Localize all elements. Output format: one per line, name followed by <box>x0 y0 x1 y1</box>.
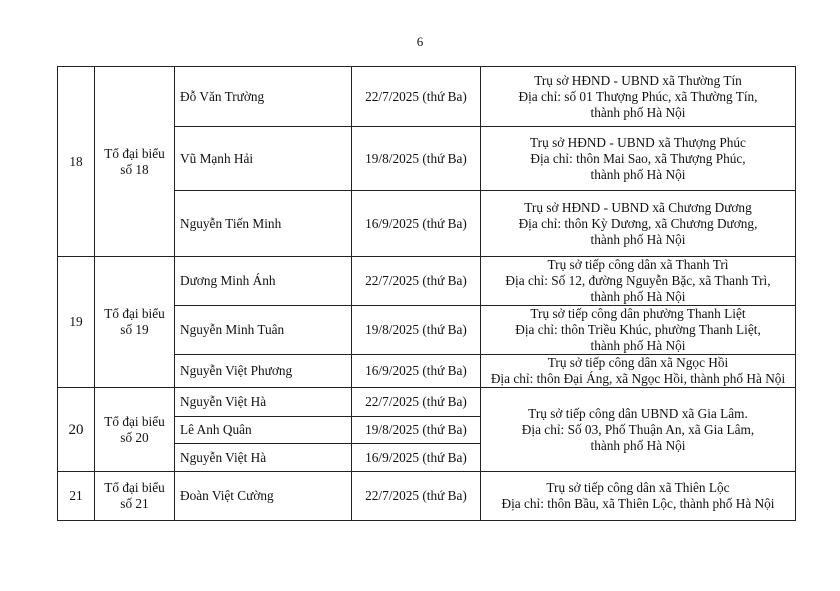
meeting-place <box>481 472 796 521</box>
group-cell <box>95 472 175 521</box>
delegate-name: Nguyễn Tiến Minh <box>175 191 352 257</box>
delegate-name: Nguyễn Minh Tuân <box>175 306 352 355</box>
delegate-name: Dương Minh Ánh <box>175 257 352 306</box>
delegate-name: Nguyễn Việt Hà <box>175 444 352 472</box>
meeting-date: 16/9/2025 (thứ Ba) <box>352 355 481 388</box>
group-label: Tổ đại biểu <box>104 413 165 429</box>
place-line: Trụ sở HĐND - UBND xã Chương Dương <box>524 199 752 215</box>
delegate-name: Nguyễn Việt Hà <box>175 388 352 417</box>
meeting-place <box>481 306 796 355</box>
place-line: thành phố Hà Nội <box>590 437 686 453</box>
place-line: Địa chỉ: Số 12, đường Nguyễn Bặc, xã Thanh Trì, <box>505 273 771 288</box>
meeting-place <box>481 388 796 472</box>
table-row <box>58 67 796 127</box>
place-line: Địa chỉ: thôn Mai Sao, xã Thượng Phúc, <box>530 150 746 166</box>
place-line: Địa chỉ: thôn Đại Áng, xã Ngọc Hồi, thành phố Hà Nội <box>490 371 786 386</box>
group-number: số 19 <box>120 322 149 337</box>
place-line: Trụ sở tiếp công dân xã Thiên Lộc <box>546 480 730 495</box>
place-line: Địa chỉ: thôn Bầu, xã Thiên Lộc, thành phố Hà Nội <box>501 496 775 511</box>
meeting-date: 16/9/2025 (thứ Ba) <box>352 444 481 472</box>
place-line: Địa chỉ: thôn Triều Khúc, phường Thanh Liệt, <box>515 322 761 337</box>
table-row <box>58 388 796 417</box>
meeting-date: 19/8/2025 (thứ Ba) <box>352 417 481 444</box>
place-line: Trụ sở HĐND - UBND xã Thượng Phúc <box>530 134 746 150</box>
group-label: Tổ đại biểu <box>104 480 165 495</box>
delegate-name: Lê Anh Quân <box>175 417 352 444</box>
place-line: Địa chỉ: số 01 Thượng Phúc, xã Thường Tín, <box>518 88 758 104</box>
group-cell <box>95 388 175 472</box>
group-number: số 20 <box>120 429 149 445</box>
row-number: 21 <box>58 472 95 521</box>
table-row <box>58 472 796 521</box>
place-line: Trụ sở tiếp công dân UBND xã Gia Lâm. <box>528 405 748 421</box>
group-number: số 18 <box>120 161 149 177</box>
meeting-place <box>481 355 796 388</box>
meeting-date: 16/9/2025 (thứ Ba) <box>352 191 481 257</box>
delegate-name: Vũ Mạnh Hải <box>175 127 352 191</box>
meeting-date: 22/7/2025 (thứ Ba) <box>352 472 481 521</box>
place-line: thành phố Hà Nội <box>590 166 686 182</box>
meeting-place <box>481 67 796 127</box>
delegate-name: Đoàn Việt Cường <box>175 472 352 521</box>
place-line: thành phố Hà Nội <box>590 104 686 120</box>
place-line: Trụ sở tiếp công dân xã Ngọc Hồi <box>547 355 729 370</box>
place-line: thành phố Hà Nội <box>590 231 686 247</box>
meeting-date: 22/7/2025 (thứ Ba) <box>352 388 481 417</box>
group-number: số 21 <box>120 496 149 511</box>
schedule-table <box>57 66 796 521</box>
group-cell <box>95 67 175 257</box>
meeting-date: 22/7/2025 (thứ Ba) <box>352 67 481 127</box>
place-line: thành phố Hà Nội <box>590 338 686 353</box>
meeting-place <box>481 257 796 306</box>
table-row <box>58 257 796 306</box>
meeting-date: 22/7/2025 (thứ Ba) <box>352 257 481 306</box>
delegate-name: Nguyễn Việt Phương <box>175 355 352 388</box>
group-label: Tổ đại biểu <box>104 306 165 321</box>
row-number: 19 <box>58 257 95 388</box>
group-cell <box>95 257 175 388</box>
place-line: Địa chỉ: Số 03, Phố Thuận An, xã Gia Lâm, <box>521 421 755 437</box>
delegate-name: Đỗ Văn Trường <box>175 67 352 127</box>
row-number: 20 <box>58 388 95 472</box>
meeting-date: 19/8/2025 (thứ Ba) <box>352 127 481 191</box>
place-line: Địa chỉ: thôn Kỳ Dương, xã Chương Dương, <box>518 215 758 231</box>
place-line: Trụ sở HĐND - UBND xã Thường Tín <box>534 72 742 88</box>
place-line: Trụ sở tiếp công dân xã Thanh Trì <box>547 257 729 272</box>
group-label: Tổ đại biểu <box>104 145 165 161</box>
page-number: 6 <box>416 34 424 49</box>
place-line: Trụ sở tiếp công dân phường Thanh Liệt <box>530 306 746 321</box>
meeting-date: 19/8/2025 (thứ Ba) <box>352 306 481 355</box>
meeting-place <box>481 191 796 257</box>
meeting-place <box>481 127 796 191</box>
place-line: thành phố Hà Nội <box>590 289 686 304</box>
row-number: 18 <box>58 67 95 257</box>
